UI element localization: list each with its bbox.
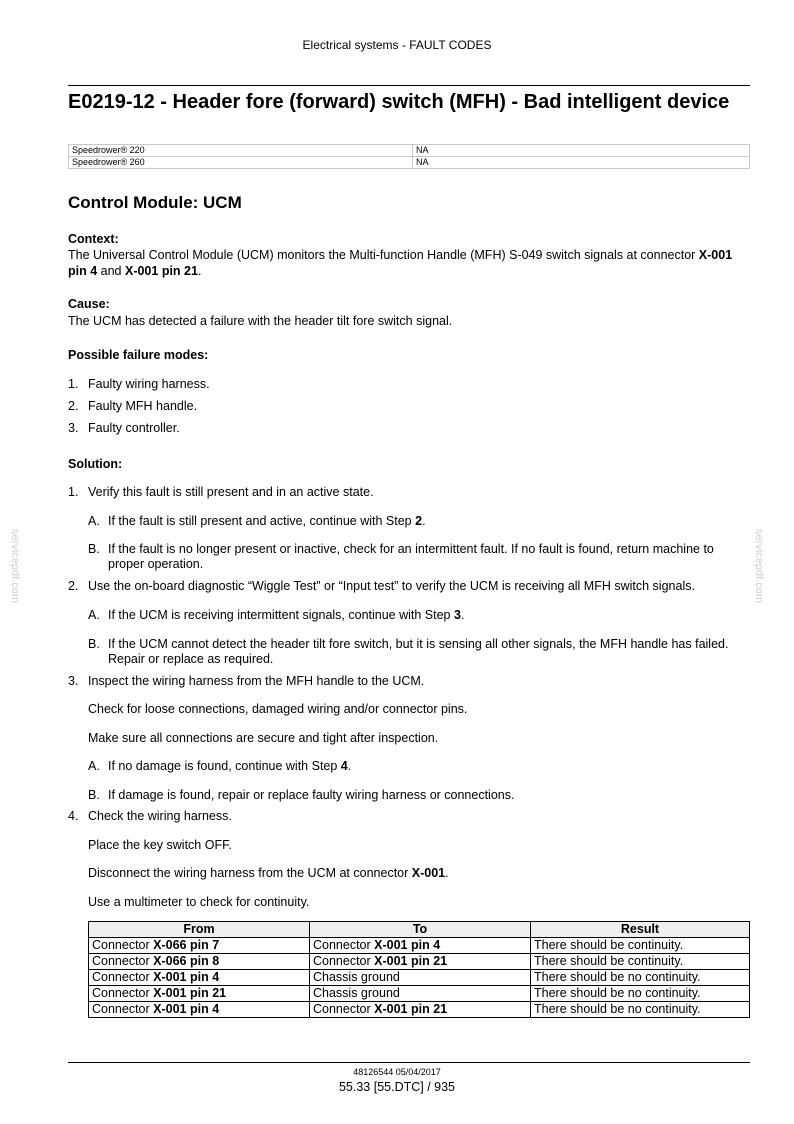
- result-cell: There should be no continuity.: [531, 970, 750, 986]
- from-cell: Connector X-066 pin 7: [89, 938, 310, 954]
- cause-label: Cause:: [68, 297, 110, 311]
- to-cell: Chassis ground: [310, 986, 531, 1002]
- column-header: To: [310, 922, 531, 938]
- solution-step-2: 2. Use the on-board diagnostic “Wiggle Test” or “Input test” to verify the UCM is receiving all MFH switch signals.: [68, 579, 695, 593]
- solution-step-1b: B. If the fault is no longer present or inactive, check for an intermittent fault. If no fault is found, return machine to proper operation.: [88, 542, 714, 571]
- status-cell: NA: [413, 157, 750, 169]
- section-title: Control Module: UCM: [68, 193, 242, 212]
- context-label: Context:: [68, 232, 119, 246]
- solution-step-3b: B. If damage is found, repair or replace faulty wiring harness or connections.: [88, 788, 515, 802]
- table-row: [89, 986, 750, 1002]
- running-header: Electrical systems - FAULT CODES: [302, 38, 492, 52]
- watermark-right: servicepdf.com: [752, 529, 765, 603]
- footer-page-ref: 55.33 [55.DTC] / 935: [338, 1080, 456, 1094]
- context-text: The Universal Control Module (UCM) monitors the Multi-function Handle (MFH) S-049 switch signals at connector X-001 pin 4 and X-001 pin 21.: [68, 248, 733, 278]
- footer-rule: [68, 1062, 750, 1063]
- solution-step-3-note: Check for loose connections, damaged wiring and/or connector pins.: [88, 702, 468, 716]
- from-cell: Connector X-001 pin 4: [89, 970, 310, 986]
- from-cell: Connector X-001 pin 21: [89, 986, 310, 1002]
- solution-label: Solution:: [68, 457, 123, 471]
- cause-text: The UCM has detected a failure with the header tilt fore switch signal.: [68, 314, 453, 328]
- table-row: [69, 157, 750, 169]
- result-cell: There should be no continuity.: [531, 986, 750, 1002]
- table-row: [89, 938, 750, 954]
- continuity-table: [88, 921, 750, 1018]
- list-item: 2. Faulty MFH handle.: [68, 399, 198, 413]
- solution-step-1: 1. Verify this fault is still present and in an active state.: [68, 485, 374, 499]
- table-row: [89, 970, 750, 986]
- table-header-row: [89, 922, 750, 938]
- watermark-left: servicepdf.com: [8, 529, 21, 603]
- solution-step-4-note: Use a multimeter to check for continuity.: [88, 895, 310, 909]
- column-header: Result: [531, 922, 750, 938]
- page-title: E0219-12 - Header fore (forward) switch (MFH) - Bad intelligent device: [68, 91, 730, 113]
- to-cell: Connector X-001 pin 21: [310, 1002, 531, 1018]
- status-cell: NA: [413, 145, 750, 157]
- list-item: 1. Faulty wiring harness.: [68, 377, 210, 391]
- model-applicability-table: [68, 144, 750, 169]
- solution-step-4-note: Place the key switch OFF.: [88, 838, 232, 852]
- solution-step-4: 4. Check the wiring harness.: [68, 809, 232, 823]
- header-rule: [68, 85, 750, 86]
- from-cell: Connector X-066 pin 8: [89, 954, 310, 970]
- failure-modes-label: Possible failure modes:: [68, 348, 209, 362]
- solution-step-3: 3. Inspect the wiring harness from the MFH handle to the UCM.: [68, 674, 425, 688]
- footer-doc-ref: 48126544 05/04/2017: [353, 1067, 441, 1077]
- solution-step-2b: B. If the UCM cannot detect the header tilt fore switch, but it is sensing all other signals, the MFH handle has failed. Repair or replace as required.: [88, 637, 729, 666]
- to-cell: Chassis ground: [310, 970, 531, 986]
- solution-step-1a: A. If the fault is still present and active, continue with Step 2.: [88, 514, 426, 528]
- from-cell: Connector X-001 pin 4: [89, 1002, 310, 1018]
- solution-step-3-note: Make sure all connections are secure and tight after inspection.: [88, 731, 439, 745]
- result-cell: There should be continuity.: [531, 938, 750, 954]
- column-header: From: [89, 922, 310, 938]
- table-row: [89, 1002, 750, 1018]
- table-row: [89, 954, 750, 970]
- solution-step-3a: A. If no damage is found, continue with Step 4.: [88, 759, 352, 773]
- solution-step-4-note: Disconnect the wiring harness from the UCM at connector X-001.: [88, 866, 449, 880]
- result-cell: There should be no continuity.: [531, 1002, 750, 1018]
- solution-step-2a: A. If the UCM is receiving intermittent signals, continue with Step 3.: [88, 608, 465, 622]
- model-cell: Speedrower® 260: [69, 157, 413, 169]
- model-cell: Speedrower® 220: [69, 145, 413, 157]
- result-cell: There should be continuity.: [531, 954, 750, 970]
- to-cell: Connector X-001 pin 4: [310, 938, 531, 954]
- table-row: [69, 145, 750, 157]
- to-cell: Connector X-001 pin 21: [310, 954, 531, 970]
- list-item: 3. Faulty controller.: [68, 421, 180, 435]
